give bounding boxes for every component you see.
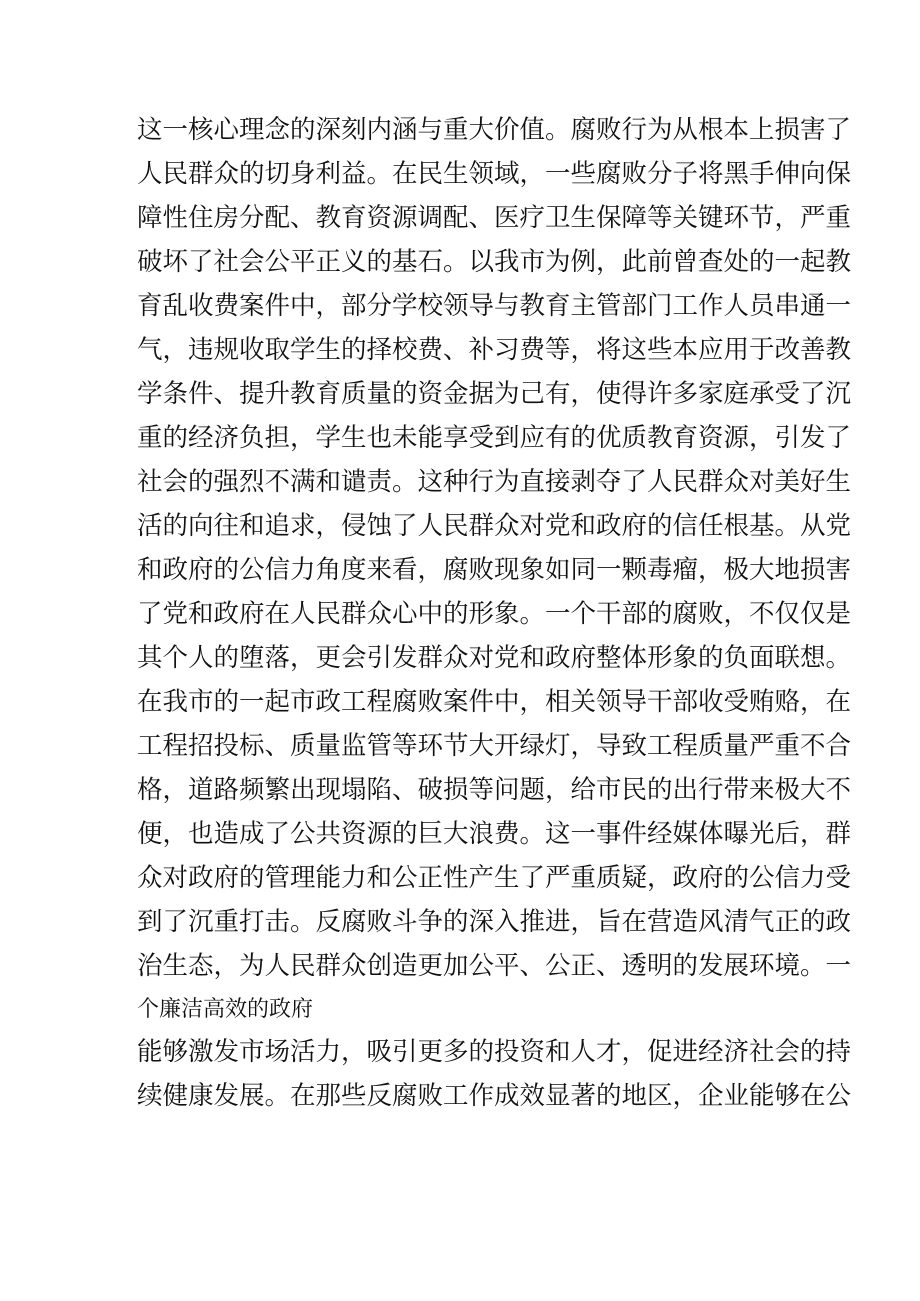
text-line: 和政府的公信力角度来看，腐败现象如同一颗毒瘤，极大地损害 [137,555,852,585]
text-line: 在我市的一起市政工程腐败案件中，相关领导干部收受贿赂，在 [137,687,852,717]
text-line: 破坏了社会公平正义的基石。以我市为例，此前曾查处的一起教 [137,247,852,277]
text-line: 这一核心理念的深刻内涵与重大价值。腐败行为从根本上损害了 [137,115,852,145]
text-line: 到了沉重打击。反腐败斗争的深入推进，旨在营造风清气正的政 [137,907,852,937]
text-line: 便，也造成了公共资源的巨大浪费。这一事件经媒体曝光后，群 [137,819,852,849]
text-line: 能够激发市场活力，吸引更多的投资和人才，促进经济社会的持 [137,1037,852,1067]
text-line: 众对政府的管理能力和公正性产生了严重质疑，政府的公信力受 [137,863,852,893]
text-line: 社会的强烈不满和谴责。这种行为直接剥夺了人民群众对美好生 [137,467,852,497]
text-line: 其个人的堕落，更会引发群众对党和政府整体形象的负面联想。 [137,643,852,673]
text-line: 障性住房分配、教育资源调配、医疗卫生保障等关键环节，严重 [137,203,852,233]
text-line: 育乱收费案件中，部分学校领导与教育主管部门工作人员串通一 [137,291,852,321]
text-line: 格，道路频繁出现塌陷、破损等问题，给市民的出行带来极大不 [137,775,852,805]
text-line: 治生态，为人民群众创造更加公平、公正、透明的发展环境。一 [137,951,852,981]
text-line: 学条件、提升教育质量的资金据为己有，使得许多家庭承受了沉 [137,379,852,409]
text-line: 工程招投标、质量监管等环节大开绿灯，导致工程质量严重不合 [137,731,852,761]
text-line: 活的向往和追求，侵蚀了人民群众对党和政府的信任根基。从党 [137,511,852,541]
text-line: 气，违规收取学生的择校费、补习费等，将这些本应用于改善教 [137,335,852,365]
text-line: 续健康发展。在那些反腐败工作成效显著的地区，企业能够在公 [137,1081,852,1111]
text-line: 重的经济负担，学生也未能享受到应有的优质教育资源，引发了 [137,423,852,453]
text-line-last: 个廉洁高效的政府 [137,997,314,1022]
text-line: 人民群众的切身利益。在民生领域，一些腐败分子将黑手伸向保 [137,159,852,189]
text-line: 了党和政府在人民群众心中的形象。一个干部的腐败，不仅仅是 [137,599,852,629]
